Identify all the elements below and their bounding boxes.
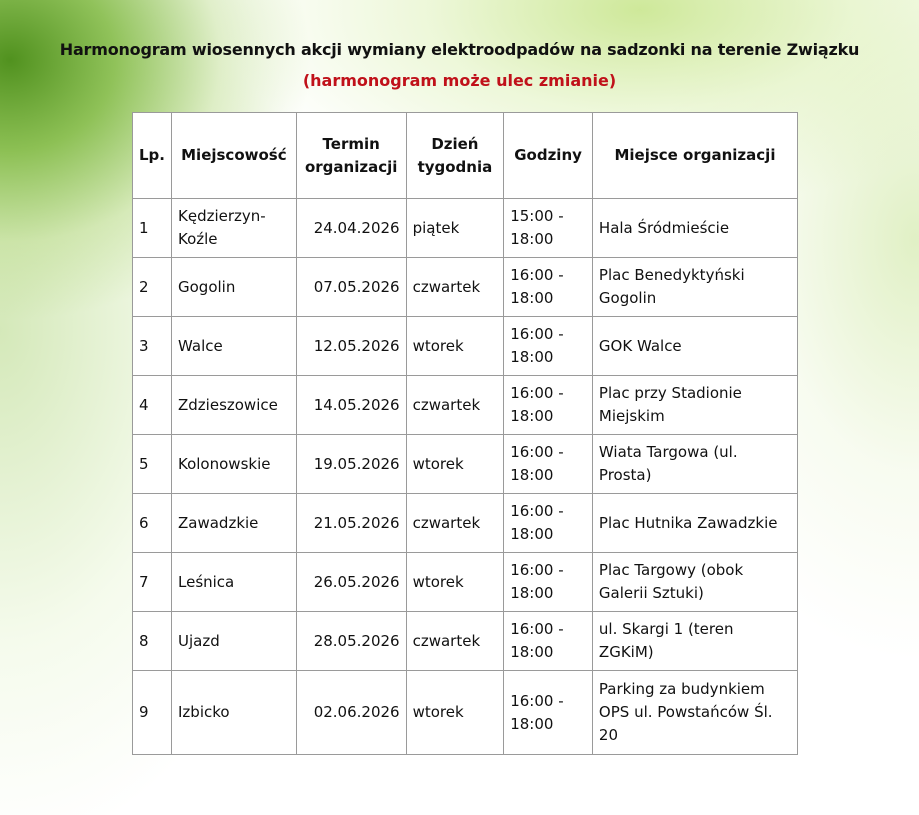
table-body: [133, 199, 798, 755]
cell-day: wtorek: [406, 435, 504, 494]
cell-date: 02.06.2026: [296, 671, 406, 755]
table-row: [133, 199, 798, 258]
cell-hours: 16:00 - 18:00: [504, 258, 593, 317]
cell-day: wtorek: [406, 671, 504, 755]
cell-day: piątek: [406, 199, 504, 258]
cell-town: Leśnica: [172, 553, 297, 612]
cell-place: Plac Hutnika Zawadzkie: [592, 494, 797, 553]
cell-hours: 16:00 - 18:00: [504, 317, 593, 376]
table-row: [133, 553, 798, 612]
cell-hours: 16:00 - 18:00: [504, 494, 593, 553]
cell-date: 14.05.2026: [296, 376, 406, 435]
table-row: [133, 258, 798, 317]
cell-lp: 7: [133, 553, 172, 612]
cell-day: czwartek: [406, 376, 504, 435]
schedule-table: [132, 112, 798, 755]
cell-town: Ujazd: [172, 612, 297, 671]
cell-date: 19.05.2026: [296, 435, 406, 494]
cell-day: czwartek: [406, 258, 504, 317]
cell-day: czwartek: [406, 494, 504, 553]
column-header-town: Miejscowość: [172, 113, 297, 199]
cell-town: Gogolin: [172, 258, 297, 317]
cell-town: Zdzieszowice: [172, 376, 297, 435]
table-row: [133, 612, 798, 671]
cell-hours: 16:00 - 18:00: [504, 376, 593, 435]
table-header: [133, 113, 798, 199]
cell-lp: 9: [133, 671, 172, 755]
cell-hours: 15:00 - 18:00: [504, 199, 593, 258]
cell-day: czwartek: [406, 612, 504, 671]
table-row: [133, 376, 798, 435]
cell-town: Zawadzkie: [172, 494, 297, 553]
cell-town: Kędzierzyn-Koźle: [172, 199, 297, 258]
cell-date: 12.05.2026: [296, 317, 406, 376]
header-row: [133, 113, 798, 199]
cell-place: ul. Skargi 1 (teren ZGKiM): [592, 612, 797, 671]
cell-hours: 16:00 - 18:00: [504, 612, 593, 671]
column-header-lp: Lp.: [133, 113, 172, 199]
column-header-day: Dzień tygodnia: [406, 113, 504, 199]
cell-lp: 3: [133, 317, 172, 376]
cell-date: 26.05.2026: [296, 553, 406, 612]
cell-lp: 2: [133, 258, 172, 317]
column-header-date: Termin organizacji: [296, 113, 406, 199]
column-header-hours: Godziny: [504, 113, 593, 199]
cell-lp: 6: [133, 494, 172, 553]
cell-date: 21.05.2026: [296, 494, 406, 553]
cell-lp: 1: [133, 199, 172, 258]
cell-lp: 4: [133, 376, 172, 435]
cell-hours: 16:00 - 18:00: [504, 671, 593, 755]
cell-date: 07.05.2026: [296, 258, 406, 317]
table-row: [133, 435, 798, 494]
cell-lp: 8: [133, 612, 172, 671]
cell-place: Wiata Targowa (ul. Prosta): [592, 435, 797, 494]
table-row: [133, 317, 798, 376]
cell-day: wtorek: [406, 553, 504, 612]
page-title: Harmonogram wiosennych akcji wymiany elektroodpadów na sadzonki na terenie Związku: [59, 40, 860, 59]
cell-place: Hala Śródmieście: [592, 199, 797, 258]
column-header-place: Miejsce organizacji: [592, 113, 797, 199]
cell-place: Plac przy Stadionie Miejskim: [592, 376, 797, 435]
cell-hours: 16:00 - 18:00: [504, 435, 593, 494]
table-row: [133, 671, 798, 755]
cell-date: 28.05.2026: [296, 612, 406, 671]
cell-lp: 5: [133, 435, 172, 494]
cell-place: Plac Benedyktyński Gogolin: [592, 258, 797, 317]
page-subtitle: (harmonogram może ulec zmianie): [302, 71, 617, 90]
cell-town: Kolonowskie: [172, 435, 297, 494]
cell-town: Izbicko: [172, 671, 297, 755]
cell-town: Walce: [172, 317, 297, 376]
cell-hours: 16:00 - 18:00: [504, 553, 593, 612]
cell-date: 24.04.2026: [296, 199, 406, 258]
cell-place: Parking za budynkiem OPS ul. Powstańców Śl. 20: [592, 671, 797, 755]
cell-day: wtorek: [406, 317, 504, 376]
cell-place: Plac Targowy (obok Galerii Sztuki): [592, 553, 797, 612]
table-row: [133, 494, 798, 553]
cell-place: GOK Walce: [592, 317, 797, 376]
